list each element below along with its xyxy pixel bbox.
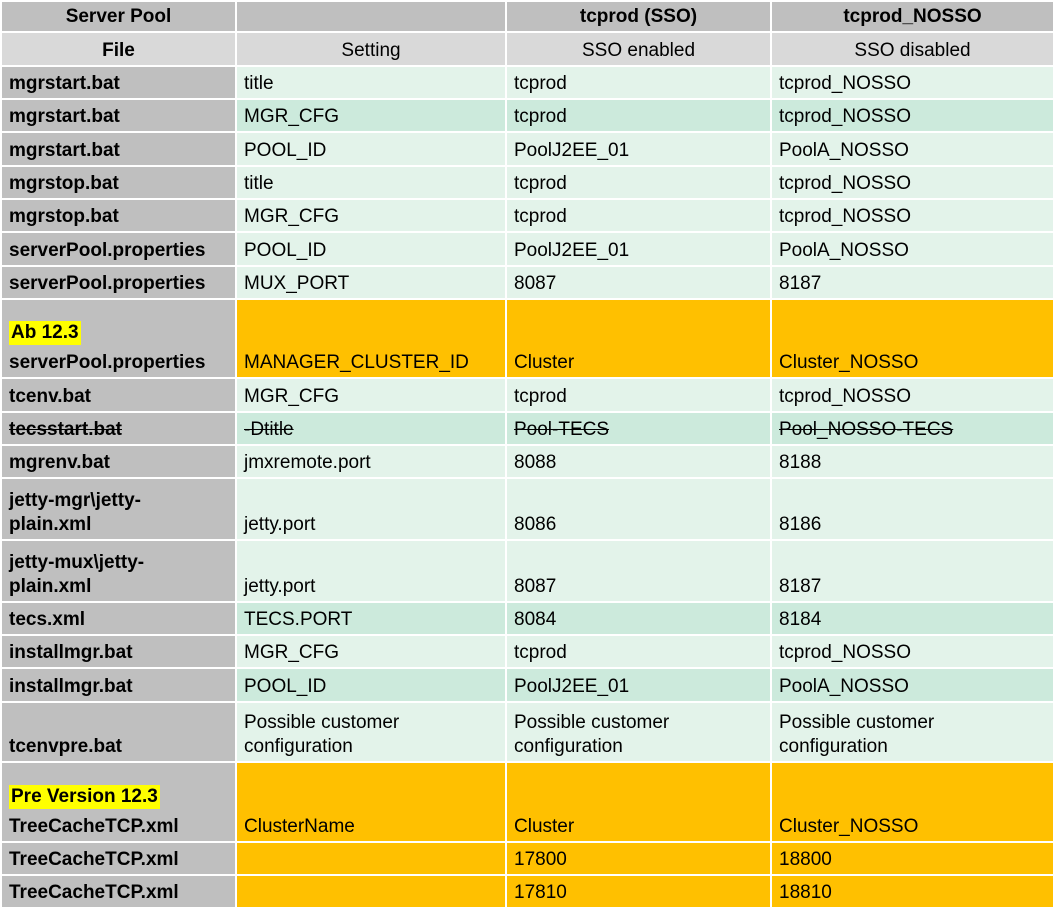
version-note: Ab 12.3 — [11, 322, 79, 343]
nosso-value-line2: configuration — [779, 736, 888, 757]
setting-line1: Possible customer — [244, 712, 400, 733]
nosso-value-cell: 8187 — [771, 266, 1053, 299]
table-row-highlighted — [1, 762, 1053, 842]
setting-cell: MUX_PORT — [236, 266, 506, 299]
file-cell: mgrstop.bat — [1, 199, 236, 232]
nosso-value-cell: tcprod_NOSSO — [771, 199, 1053, 232]
sso-value-cell: tcprod — [506, 378, 771, 412]
sso-value-cell: 17800 — [506, 842, 771, 875]
file-name-line1: jetty-mgr\jetty- — [9, 490, 141, 511]
nosso-value-cell: tcprod_NOSSO — [771, 378, 1053, 412]
setting-cell: ClusterName — [236, 762, 506, 842]
table-row — [1, 166, 1053, 199]
sso-value-cell: tcprod — [506, 199, 771, 232]
sso-value-line1: Possible customer — [514, 712, 670, 733]
sso-value-cell — [506, 412, 771, 445]
table-row — [1, 602, 1053, 635]
nosso-value-cell: tcprod_NOSSO — [771, 99, 1053, 132]
setting-cell: POOL_ID — [236, 232, 506, 266]
file-name-line2: plain.xml — [9, 576, 92, 597]
header-server-pool: Server Pool — [1, 1, 236, 32]
setting-cell — [236, 412, 506, 445]
table-row — [1, 232, 1053, 266]
sso-value-cell: tcprod — [506, 66, 771, 99]
table-row — [1, 702, 1053, 762]
file-cell: mgrstart.bat — [1, 99, 236, 132]
file-cell: TreeCacheTCP.xml — [1, 875, 236, 908]
file-name-line1: jetty-mux\jetty- — [9, 552, 145, 573]
subheader-file: File — [1, 32, 236, 66]
nosso-value-cell: 8186 — [771, 478, 1053, 540]
file-cell: tcenv.bat — [1, 378, 236, 412]
setting-cell: jetty.port — [236, 540, 506, 602]
table-row — [1, 66, 1053, 99]
sso-value-cell: Cluster — [506, 299, 771, 378]
file-cell: mgrstart.bat — [1, 132, 236, 166]
file-cell: mgrstop.bat — [1, 166, 236, 199]
subheader-row — [1, 32, 1053, 66]
setting-cell: MGR_CFG — [236, 378, 506, 412]
sso-value-cell: 8086 — [506, 478, 771, 540]
setting-cell: MANAGER_CLUSTER_ID — [236, 299, 506, 378]
nosso-value-cell — [771, 412, 1053, 445]
file-cell: installmgr.bat — [1, 635, 236, 668]
nosso-value-cell — [771, 702, 1053, 762]
subheader-sso-enabled: SSO enabled — [506, 32, 771, 66]
nosso-value-line1: Possible customer — [779, 712, 935, 733]
nosso-value-cell: PoolA_NOSSO — [771, 668, 1053, 702]
file-cell: tcenvpre.bat — [1, 702, 236, 762]
table-row — [1, 478, 1053, 540]
nosso-value-cell: tcprod_NOSSO — [771, 166, 1053, 199]
table-row — [1, 668, 1053, 702]
nosso-value-cell: Cluster_NOSSO — [771, 299, 1053, 378]
note-line — [9, 785, 228, 815]
nosso-value-cell: tcprod_NOSSO — [771, 635, 1053, 668]
file-cell — [1, 540, 236, 602]
nosso-value-cell: 8184 — [771, 602, 1053, 635]
table-row-highlighted — [1, 299, 1053, 378]
nosso-value-cell: tcprod_NOSSO — [771, 66, 1053, 99]
file-name: TreeCacheTCP.xml — [9, 816, 179, 837]
table-row-struck — [1, 412, 1053, 445]
setting-cell: TECS.PORT — [236, 602, 506, 635]
table-row — [1, 378, 1053, 412]
file-cell — [1, 762, 236, 842]
nosso-value-cell: 8187 — [771, 540, 1053, 602]
sso-value-cell — [506, 702, 771, 762]
setting-cell: title — [236, 66, 506, 99]
nosso-value-cell: 18810 — [771, 875, 1053, 908]
sso-value-cell: 8084 — [506, 602, 771, 635]
table-row — [1, 99, 1053, 132]
header-empty — [236, 1, 506, 32]
table-row-highlighted — [1, 875, 1053, 908]
note-line — [9, 321, 228, 351]
nosso-value-cell: PoolA_NOSSO — [771, 132, 1053, 166]
table-row — [1, 540, 1053, 602]
setting-cell: MGR_CFG — [236, 199, 506, 232]
setting-cell: jetty.port — [236, 478, 506, 540]
sso-value-cell: 8087 — [506, 266, 771, 299]
file-cell — [1, 299, 236, 378]
file-cell: serverPool.properties — [1, 266, 236, 299]
file-cell: TreeCacheTCP.xml — [1, 842, 236, 875]
sso-value-cell: 17810 — [506, 875, 771, 908]
table-row — [1, 199, 1053, 232]
table-row — [1, 445, 1053, 478]
setting-cell — [236, 875, 506, 908]
sso-value-cell: 8087 — [506, 540, 771, 602]
setting-cell: jmxremote.port — [236, 445, 506, 478]
setting-cell: MGR_CFG — [236, 635, 506, 668]
table-row — [1, 266, 1053, 299]
file-cell: serverPool.properties — [1, 232, 236, 266]
sso-value-cell: tcprod — [506, 166, 771, 199]
setting-cell: MGR_CFG — [236, 99, 506, 132]
setting-struck: -Dtitle — [244, 419, 294, 440]
nosso-value-cell: 8188 — [771, 445, 1053, 478]
setting-cell: title — [236, 166, 506, 199]
setting-cell: POOL_ID — [236, 668, 506, 702]
nosso-value-cell: Cluster_NOSSO — [771, 762, 1053, 842]
setting-cell — [236, 702, 506, 762]
header-tcprod-nosso: tcprod_NOSSO — [771, 1, 1053, 32]
table-row-highlighted — [1, 842, 1053, 875]
table-row — [1, 132, 1053, 166]
header-tcprod-sso: tcprod (SSO) — [506, 1, 771, 32]
sso-value-cell: tcprod — [506, 635, 771, 668]
nosso-value-cell: 18800 — [771, 842, 1053, 875]
sso-value-cell: PoolJ2EE_01 — [506, 132, 771, 166]
sso-value-line2: configuration — [514, 736, 623, 757]
sso-value-cell: PoolJ2EE_01 — [506, 668, 771, 702]
setting-cell: POOL_ID — [236, 132, 506, 166]
file-cell: installmgr.bat — [1, 668, 236, 702]
setting-line2: configuration — [244, 736, 353, 757]
file-cell: mgrenv.bat — [1, 445, 236, 478]
file-cell: tecs.xml — [1, 602, 236, 635]
file-name-struck: tecsstart.bat — [9, 419, 122, 440]
header-row — [1, 1, 1053, 32]
file-cell: mgrstart.bat — [1, 66, 236, 99]
file-cell — [1, 412, 236, 445]
sso-value-cell: PoolJ2EE_01 — [506, 232, 771, 266]
version-note: Pre Version 12.3 — [11, 786, 158, 807]
nosso-value-struck: Pool_NOSSO-TECS — [779, 419, 954, 440]
sso-value-cell: 8088 — [506, 445, 771, 478]
file-name: serverPool.properties — [9, 352, 206, 373]
subheader-setting: Setting — [236, 32, 506, 66]
sso-value-cell: Cluster — [506, 762, 771, 842]
table-row — [1, 635, 1053, 668]
file-cell — [1, 478, 236, 540]
setting-cell — [236, 842, 506, 875]
subheader-sso-disabled: SSO disabled — [771, 32, 1053, 66]
file-name-line2: plain.xml — [9, 514, 92, 535]
sso-value-struck: Pool-TECS — [514, 419, 610, 440]
sso-value-cell: tcprod — [506, 99, 771, 132]
nosso-value-cell: PoolA_NOSSO — [771, 232, 1053, 266]
